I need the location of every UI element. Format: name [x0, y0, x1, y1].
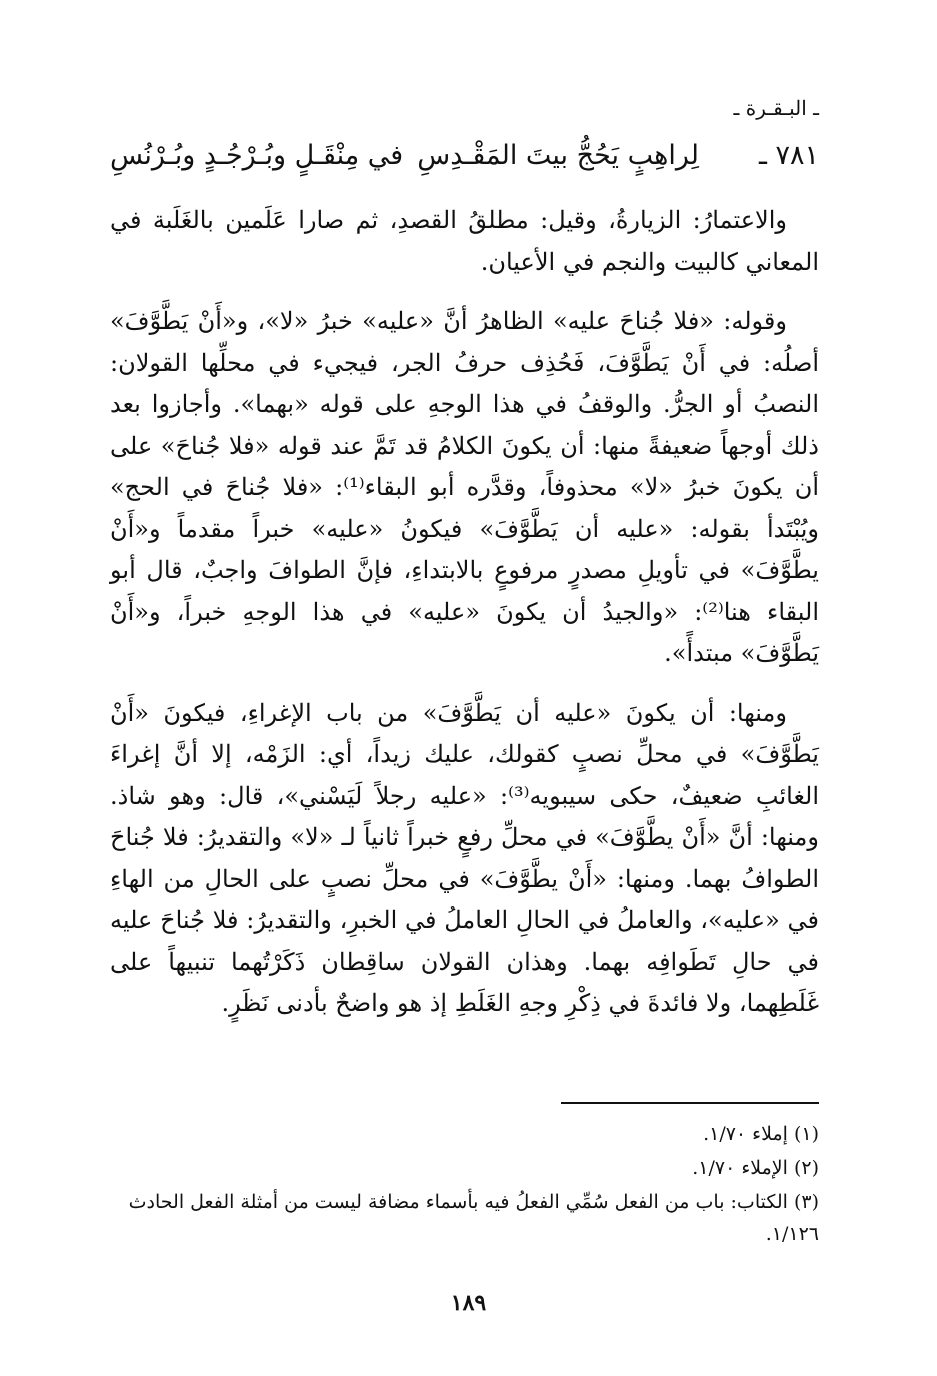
- footnote-separator: [561, 1102, 819, 1104]
- footnote-2: (٢) الإملاء ١/٧٠.: [692, 1157, 819, 1179]
- paragraph-grammar-analysis: وقوله: «فلا جُناحَ عليه» الظاهرُ أنَّ «عليه» خبرُ «لا»، و«أَنْ يَطَّوَّفَ» أصلُه: في أَنْ يَطَّوَّفَ، فَحُذِف حرفُ الجر، فيجيء في محلِّها القولان: النصبُ أو الجرُّ. والوقفُ في هذا الوجهِ على قوله «بهما». وأجازوا بعد ذلك أوجهاً ضعيفةً منها: أن يكونَ الكلامُ قد تَمَّ عند قوله «فلا جُناحَ» على أن يكونَ خبرُ «لا» محذوفاً، وقدَّره أبو البقاء⁽¹⁾: «فلا جُناحَ في الحج» ويُبْتَدأ بقوله: «عليه أن يَطَّوَّفَ» فيكونُ «عليه» خبراً مقدماً و«أَنْ يطَّوَّفَ» في تأويلِ مصدرٍ مرفوعٍ بالابتداءِ، فإنَّ الطوافَ واجبٌ، قال أبو البقاء هنا⁽²⁾: «والجيدُ أن يكونَ «عليه» في هذا الوجهِ خبراً، و«أَنْ يَطَّوَّفَ» مبتدأً».: [110, 307, 820, 667]
- main-text: [110, 200, 819, 1043]
- poetry-verse: [110, 140, 819, 184]
- footnote-1: (١) إملاء ١/٧٠.: [703, 1123, 819, 1145]
- footnote-3: (٣) الكتاب: باب من الفعل سُمِّي الفعلُ فيه بأسماء مضافة ليست من أمثلة الفعل الحادث ١/١٢٦.: [128, 1191, 819, 1245]
- page-number: ١٨٩: [450, 1290, 487, 1316]
- verse-number: ٧٨١ ـ: [758, 140, 819, 171]
- running-header: ـ البـقـرة ـ: [733, 96, 819, 120]
- verse-first-hemistich: لِراهِبٍ يَحُجُّ بيتَ المَقْـدِسِ: [417, 140, 699, 171]
- footnotes: [110, 1118, 819, 1252]
- paragraph-definition: والاعتمارُ: الزيارةُ، وقيل: مطلقُ القصدِ، ثم صارا عَلَمين بالغَلَبة في المعاني كالبيت والنجم في الأعيان.: [110, 206, 819, 276]
- paragraph-other-views: ومنها: أن يكونَ «عليه أن يَطَّوَّفَ» من باب الإغراءِ، فيكونَ «أَنْ يَطَّوَّفَ» في محلِّ نصبٍ كقولك، عليك زيداً، أي: الزَمْه، إلا أنَّ إغراءَ الغائبِ ضعيفٌ، حكى سيبويه⁽³⁾: «عليه رجلاً لَيَسْني»، قال: وهو شاذ. ومنها: أنَّ «أَنْ يطَّوَّفَ» في محلِّ رفعٍ خبراً ثانياً لـ «لا» والتقديرُ: فلا جُناحَ الطوافُ بهما. ومنها: «أَنْ يطَّوَّفَ» في محلِّ نصبٍ على الحالِ من الهاءِ في «عليه»، والعاملُ في الحالِ العاملُ في الخبرِ، والتقديرُ: فلا جُناحَ عليه في حالِ تَطَوافِه بهما. وهذان القولان ساقِطان ذَكَرْتُهما تنبيهاً على غَلَطِهما، ولا فائدةَ في ذِكْرِ وجهِ الغَلَطِ إذ هو واضحٌ بأدنى نَظَرٍ.: [110, 698, 820, 1017]
- verse-second-hemistich: في مِنْقَـلٍ وبُـرْجُـدٍ وبُـرْنُسِ: [110, 140, 404, 171]
